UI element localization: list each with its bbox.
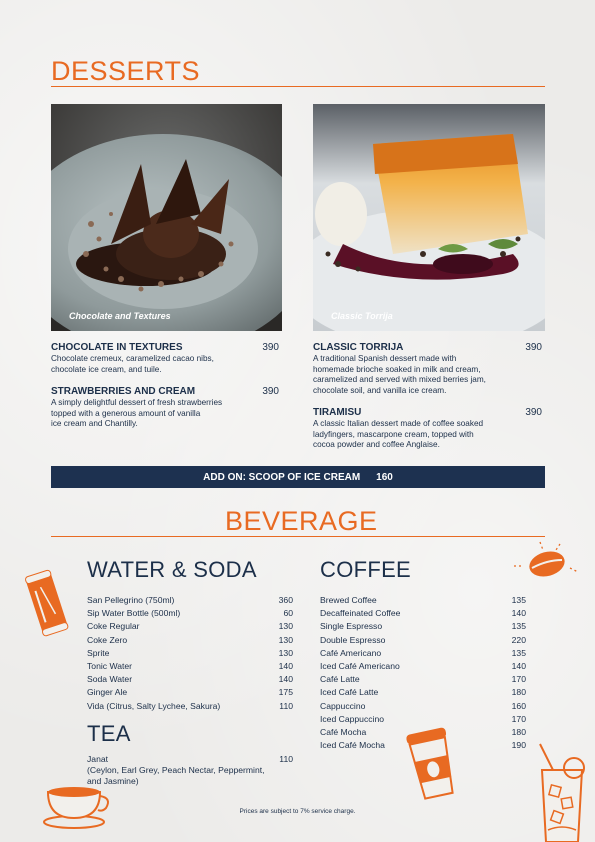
dessert-item: [51, 342, 279, 375]
dish-description-line: A traditional Spanish dessert made with: [313, 354, 457, 363]
beverage-rule: [51, 536, 545, 537]
dish-description-line: cocoa powder and coffee Anglaise.: [313, 440, 440, 449]
item-price: 110: [279, 700, 293, 711]
tea-list: [87, 754, 293, 787]
item-name: San Pellegrino (750ml): [87, 595, 175, 605]
item-price: 60: [283, 608, 293, 619]
addon-banner: [51, 466, 545, 488]
menu-row: [320, 607, 526, 620]
item-price: 140: [278, 661, 293, 672]
item-name: Soda Water: [87, 674, 133, 685]
torrija-dessert-photo: [313, 104, 545, 331]
item-description-line: and Jasmine): [87, 776, 139, 786]
item-name: Iced Cappuccino: [320, 713, 385, 724]
water-soda-list: [87, 594, 293, 713]
menu-row: [87, 673, 293, 686]
iced-drink-icon: [532, 742, 592, 842]
item-price: 130: [278, 647, 293, 658]
item-price: 220: [511, 634, 526, 645]
item-price: 140: [511, 608, 526, 619]
chocolate-dessert-photo: [51, 104, 282, 331]
dish-name: CLASSIC TORRIJA: [313, 342, 404, 353]
menu-row: [87, 660, 293, 673]
menu-row: [87, 594, 293, 607]
item-price: 190: [511, 740, 526, 751]
item-name: Tonic Water: [87, 661, 133, 672]
item-name: Sip Water Bottle (500ml): [87, 608, 181, 619]
item-name: Decaffeinated Coffee: [320, 608, 401, 619]
dish-description-line: topped with a generous amount of vanilla: [51, 408, 201, 418]
item-price: 170: [511, 674, 526, 685]
dish-name: CHOCOLATE IN TEXTURES: [51, 342, 183, 353]
dish-price: 390: [525, 407, 542, 418]
item-price: 135: [511, 621, 526, 632]
menu-row: [320, 647, 526, 660]
addon-price: 160: [376, 471, 393, 483]
coffee-bean-icon: [510, 538, 580, 586]
menu-row: [87, 634, 293, 647]
coffee-cup-icon: [398, 722, 470, 804]
item-price: 180: [511, 687, 526, 698]
dessert-item: [313, 342, 542, 396]
dessert-item: [51, 386, 279, 430]
dish-description-line: ice cream and Chantilly.: [51, 419, 138, 428]
menu-row: [320, 594, 526, 607]
dish-description: [313, 354, 542, 396]
menu-row: [87, 620, 293, 633]
menu-row: [320, 673, 526, 686]
menu-row: [320, 620, 526, 633]
item-price: 170: [511, 713, 526, 724]
item-name: Single Espresso: [320, 621, 383, 632]
item-name: Cappuccino: [320, 700, 366, 711]
menu-row: [87, 754, 293, 765]
photo-caption-torrija: Classic Torrija: [331, 311, 393, 321]
item-name: Sprite: [87, 647, 110, 658]
addon-label: ADD ON: SCOOP OF ICE CREAM: [203, 471, 361, 483]
item-price: 140: [278, 674, 293, 685]
menu-row: [87, 700, 293, 713]
dish-description-line: A classic Italian dessert made of coffee soaked: [313, 419, 484, 428]
item-price: 130: [278, 621, 293, 632]
item-name: Vida (Citrus, Salty Lychee, Sakura): [87, 700, 221, 711]
dessert-item: [313, 407, 542, 451]
item-price: 135: [511, 595, 526, 605]
item-description-line: (Ceylon, Earl Grey, Peach Nectar, Peppermint,: [87, 765, 265, 775]
dish-price: 390: [262, 342, 279, 353]
item-price: 110: [279, 754, 293, 764]
item-name: Coke Zero: [87, 634, 128, 645]
item-price: 175: [278, 687, 293, 698]
torrija-dessert-illustration: [313, 104, 545, 331]
dish-description: [313, 419, 542, 451]
item-name: Iced Café Latte: [320, 687, 379, 698]
item-name: Café Americano: [320, 647, 382, 658]
dish-description-line: caramelized and served with mixed berries jam,: [313, 375, 486, 384]
teacup-icon: [40, 782, 114, 830]
soda-can-icon: [22, 566, 72, 642]
tea-title: TEA: [87, 721, 131, 746]
desserts-rule: [51, 86, 545, 87]
item-name: Café Mocha: [320, 727, 367, 738]
menu-row: [320, 634, 526, 647]
item-name: Café Latte: [320, 674, 360, 685]
item-price: 130: [278, 634, 293, 645]
dish-name: TIRAMISU: [313, 407, 362, 418]
item-name: Iced Café Mocha: [320, 740, 385, 751]
menu-row: [87, 607, 293, 620]
menu-row: [320, 700, 526, 713]
item-price: 140: [511, 661, 526, 672]
item-price: 160: [511, 700, 526, 711]
dish-description-line: chocolate soil, and vanilla ice cream.: [313, 385, 447, 395]
menu-row: [320, 686, 526, 699]
dish-name: STRAWBERRIES AND CREAM: [51, 386, 196, 397]
water-soda-title: WATER & SODA: [87, 557, 257, 582]
desserts-title: DESSERTS: [51, 56, 201, 86]
coffee-title: COFFEE: [320, 557, 412, 582]
menu-row: [87, 686, 293, 699]
item-name: Coke Regular: [87, 621, 140, 632]
item-description: [87, 765, 293, 787]
service-charge-note: Prices are subject to 7% service charge.: [239, 808, 356, 815]
dish-price: 390: [525, 342, 542, 353]
dish-description-line: A simply delightful dessert of fresh strawberries: [51, 398, 223, 407]
item-price: 360: [278, 595, 293, 605]
dish-description: [51, 398, 279, 430]
item-price: 180: [511, 727, 526, 738]
dish-description-line: chocolate ice cream, and tuile.: [51, 364, 162, 374]
chocolate-dessert-illustration: [51, 104, 282, 331]
item-price: 135: [511, 647, 526, 658]
photo-caption-chocolate: Chocolate and Textures: [69, 311, 171, 321]
menu-row: [87, 647, 293, 660]
item-name: Brewed Coffee: [320, 595, 377, 605]
menu-row: [320, 660, 526, 673]
item-name: Ginger Ale: [87, 687, 128, 698]
item-name: Double Espresso: [320, 634, 386, 645]
item-name: Janat: [87, 754, 109, 764]
item-name: Iced Café Americano: [320, 661, 400, 672]
dish-description-line: homemade brioche soaked in milk and cream,: [313, 364, 481, 374]
beverage-title: BEVERAGE: [225, 506, 378, 536]
dish-description-line: ladyfingers, mascarpone cream, topped with: [313, 429, 474, 439]
dish-price: 390: [262, 386, 279, 397]
dish-description-line: Chocolate cremeux, caramelized cacao nibs,: [51, 354, 214, 363]
dish-description: [51, 354, 279, 375]
